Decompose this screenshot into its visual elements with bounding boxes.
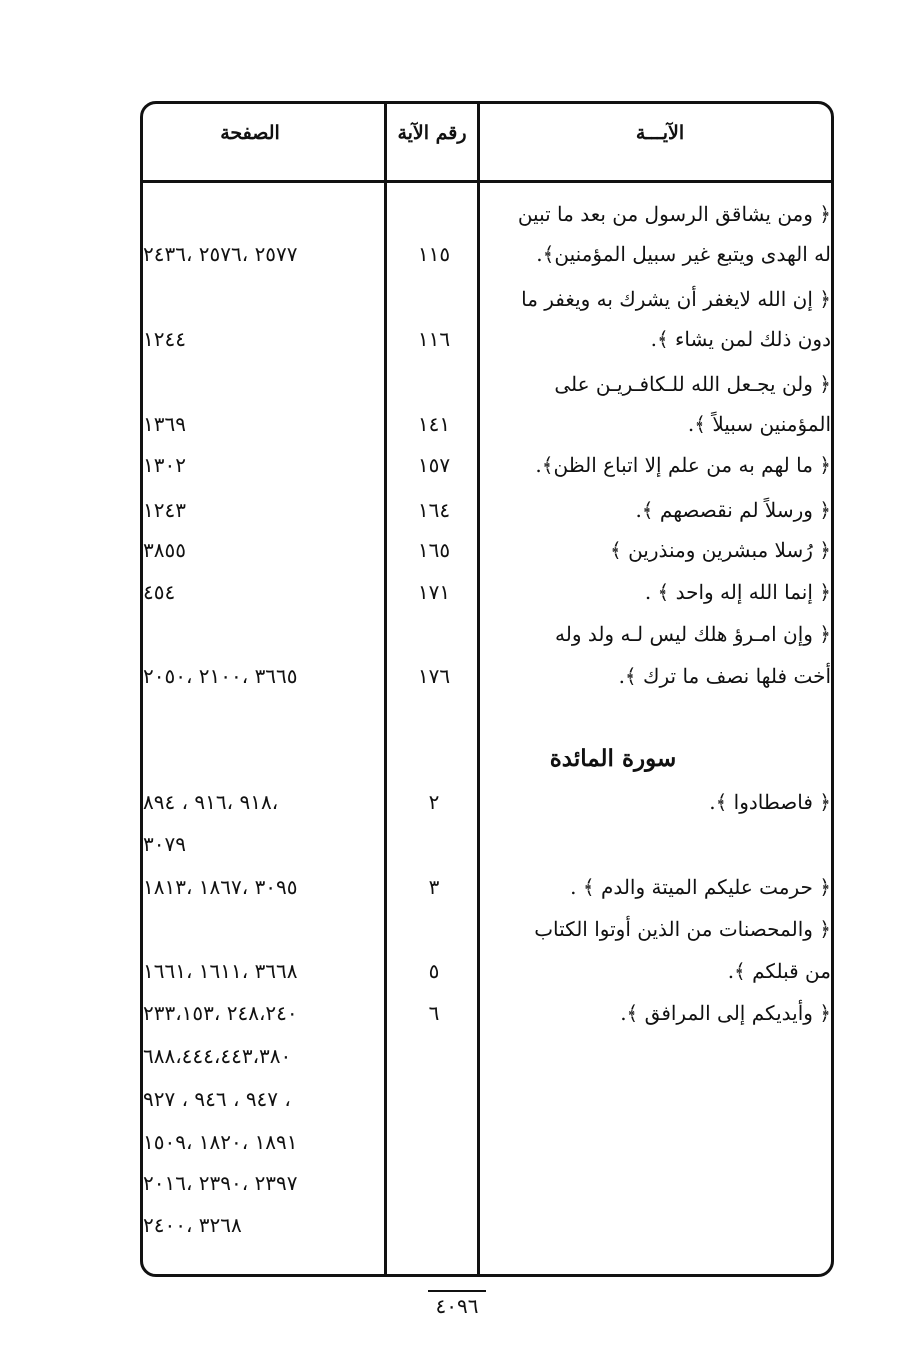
header-verse-number: رقم الآية (397, 122, 467, 144)
page-ref: ٢٤٨،٢٤٠ ،٢٣٣،١٥٣ (143, 1001, 298, 1025)
page-ref: ٣٠٧٩ (143, 832, 186, 856)
verse-line: من قبلكم ﴾. (727, 959, 831, 983)
page-ref: ٣٨٥٥ (143, 538, 186, 562)
page-ref: ١٨٩١ ،١٨٢٠ ،١٥٠٩ (143, 1130, 298, 1154)
header-verse: الآيـــة (635, 122, 685, 144)
page-ref: ٣٦٦٥ ،٢١٠٠ ،٢٠٥٠ (143, 664, 298, 688)
surah-title: سورة المائدة (549, 745, 677, 772)
page-ref: ١٢٤٣ (143, 498, 186, 522)
page-ref: ١٢٤٤ (143, 327, 186, 351)
verse-line: أخت فلها نصف ما ترك ﴾. (618, 664, 831, 688)
verse-line: ﴿ ومن يشاقق الرسول من بعد ما تبين (517, 202, 831, 226)
page-ref: ٢٥٧٧ ،٢٥٧٦ ،٢٤٣٦ (143, 242, 298, 266)
verse-line: ﴿ والمحصنات من الذين أوتوا الكتاب (534, 917, 831, 941)
page-ref: ٣٢٦٨ ،٢٤٠٠ (143, 1213, 242, 1237)
page-number: ٤٠٩٦ (428, 1290, 487, 1318)
verse-number: ١٧١ (417, 580, 451, 604)
verse-number: ١٥٧ (417, 453, 451, 477)
verse-number: ٥ (428, 959, 440, 983)
verse-line: ﴿ ورسلاً لم نقصصهم ﴾. (635, 498, 831, 522)
page-ref: ، ٩٤٧ ، ٩٤٦ ، ٩٢٧ (143, 1087, 291, 1111)
verse-line: المؤمنين سبيلاً ﴾. (687, 412, 831, 436)
verse-number: ٣ (428, 875, 440, 899)
page-ref: ٦٨٨،٤٤٤،٤٤٣،٣٨٠ (143, 1044, 292, 1068)
verse-number: ١٧٦ (417, 664, 451, 688)
verse-number: ٦ (428, 1001, 440, 1025)
header-page: الصفحة (220, 122, 280, 144)
page-ref: ١٣٠٢ (143, 453, 186, 477)
verse-line: له الهدى ويتبع غير سبيل المؤمنين﴾. (536, 242, 831, 266)
page-ref: ٣٠٩٥ ،١٨٦٧ ،١٨١٣ (143, 875, 298, 899)
verse-line: ﴿ ما لهم به من علم إلا اتباع الظن﴾. (535, 453, 831, 477)
verse-line: دون ذلك لمن يشاء ﴾. (650, 327, 831, 351)
page-ref: ٤٥٤ (143, 580, 176, 604)
page-ref: ١٣٦٩ (143, 412, 186, 436)
verse-number: ١٦٤ (417, 498, 451, 522)
verse-line: ﴿ رُسلا مبشرين ومنذرين ﴾ (610, 538, 831, 562)
verse-number: ١١٥ (417, 242, 451, 266)
column-divider-page (384, 101, 387, 1277)
verse-line: ﴿ فاصطادوا ﴾. (709, 790, 831, 814)
page-footer (0, 1290, 914, 1318)
verse-number: ١١٦ (417, 327, 451, 351)
page-ref: ٢٣٩٧ ،٢٣٩٠ ،٢٠١٦ (143, 1171, 298, 1195)
verse-line: ﴿ وإن امـرؤ هلك ليس لـه ولد وله (555, 622, 831, 646)
verse-number: ٢ (428, 790, 440, 814)
header-divider (140, 180, 834, 183)
verse-line: ﴿ ولن يجـعل الله للـكافـريـن على (554, 372, 831, 396)
verse-number: ١٤١ (417, 412, 451, 436)
verse-line: ﴿ وأيديكم إلى المرافق ﴾. (620, 1001, 831, 1025)
verse-line: ﴿ إن الله لايغفر أن يشرك به ويغفر ما (521, 287, 831, 311)
page-ref: ٣٦٦٨ ،١٦١١ ،١٦٦١ (143, 959, 298, 983)
verse-line: ﴿ إنما الله إله واحد ﴾ . (644, 580, 831, 604)
verse-number: ١٦٥ (417, 538, 451, 562)
verse-line: ﴿ حرمت عليكم الميتة والدم ﴾ . (570, 875, 831, 899)
page-ref: ،٩١٨ ،٩١٦ ، ٨٩٤ (143, 790, 279, 814)
